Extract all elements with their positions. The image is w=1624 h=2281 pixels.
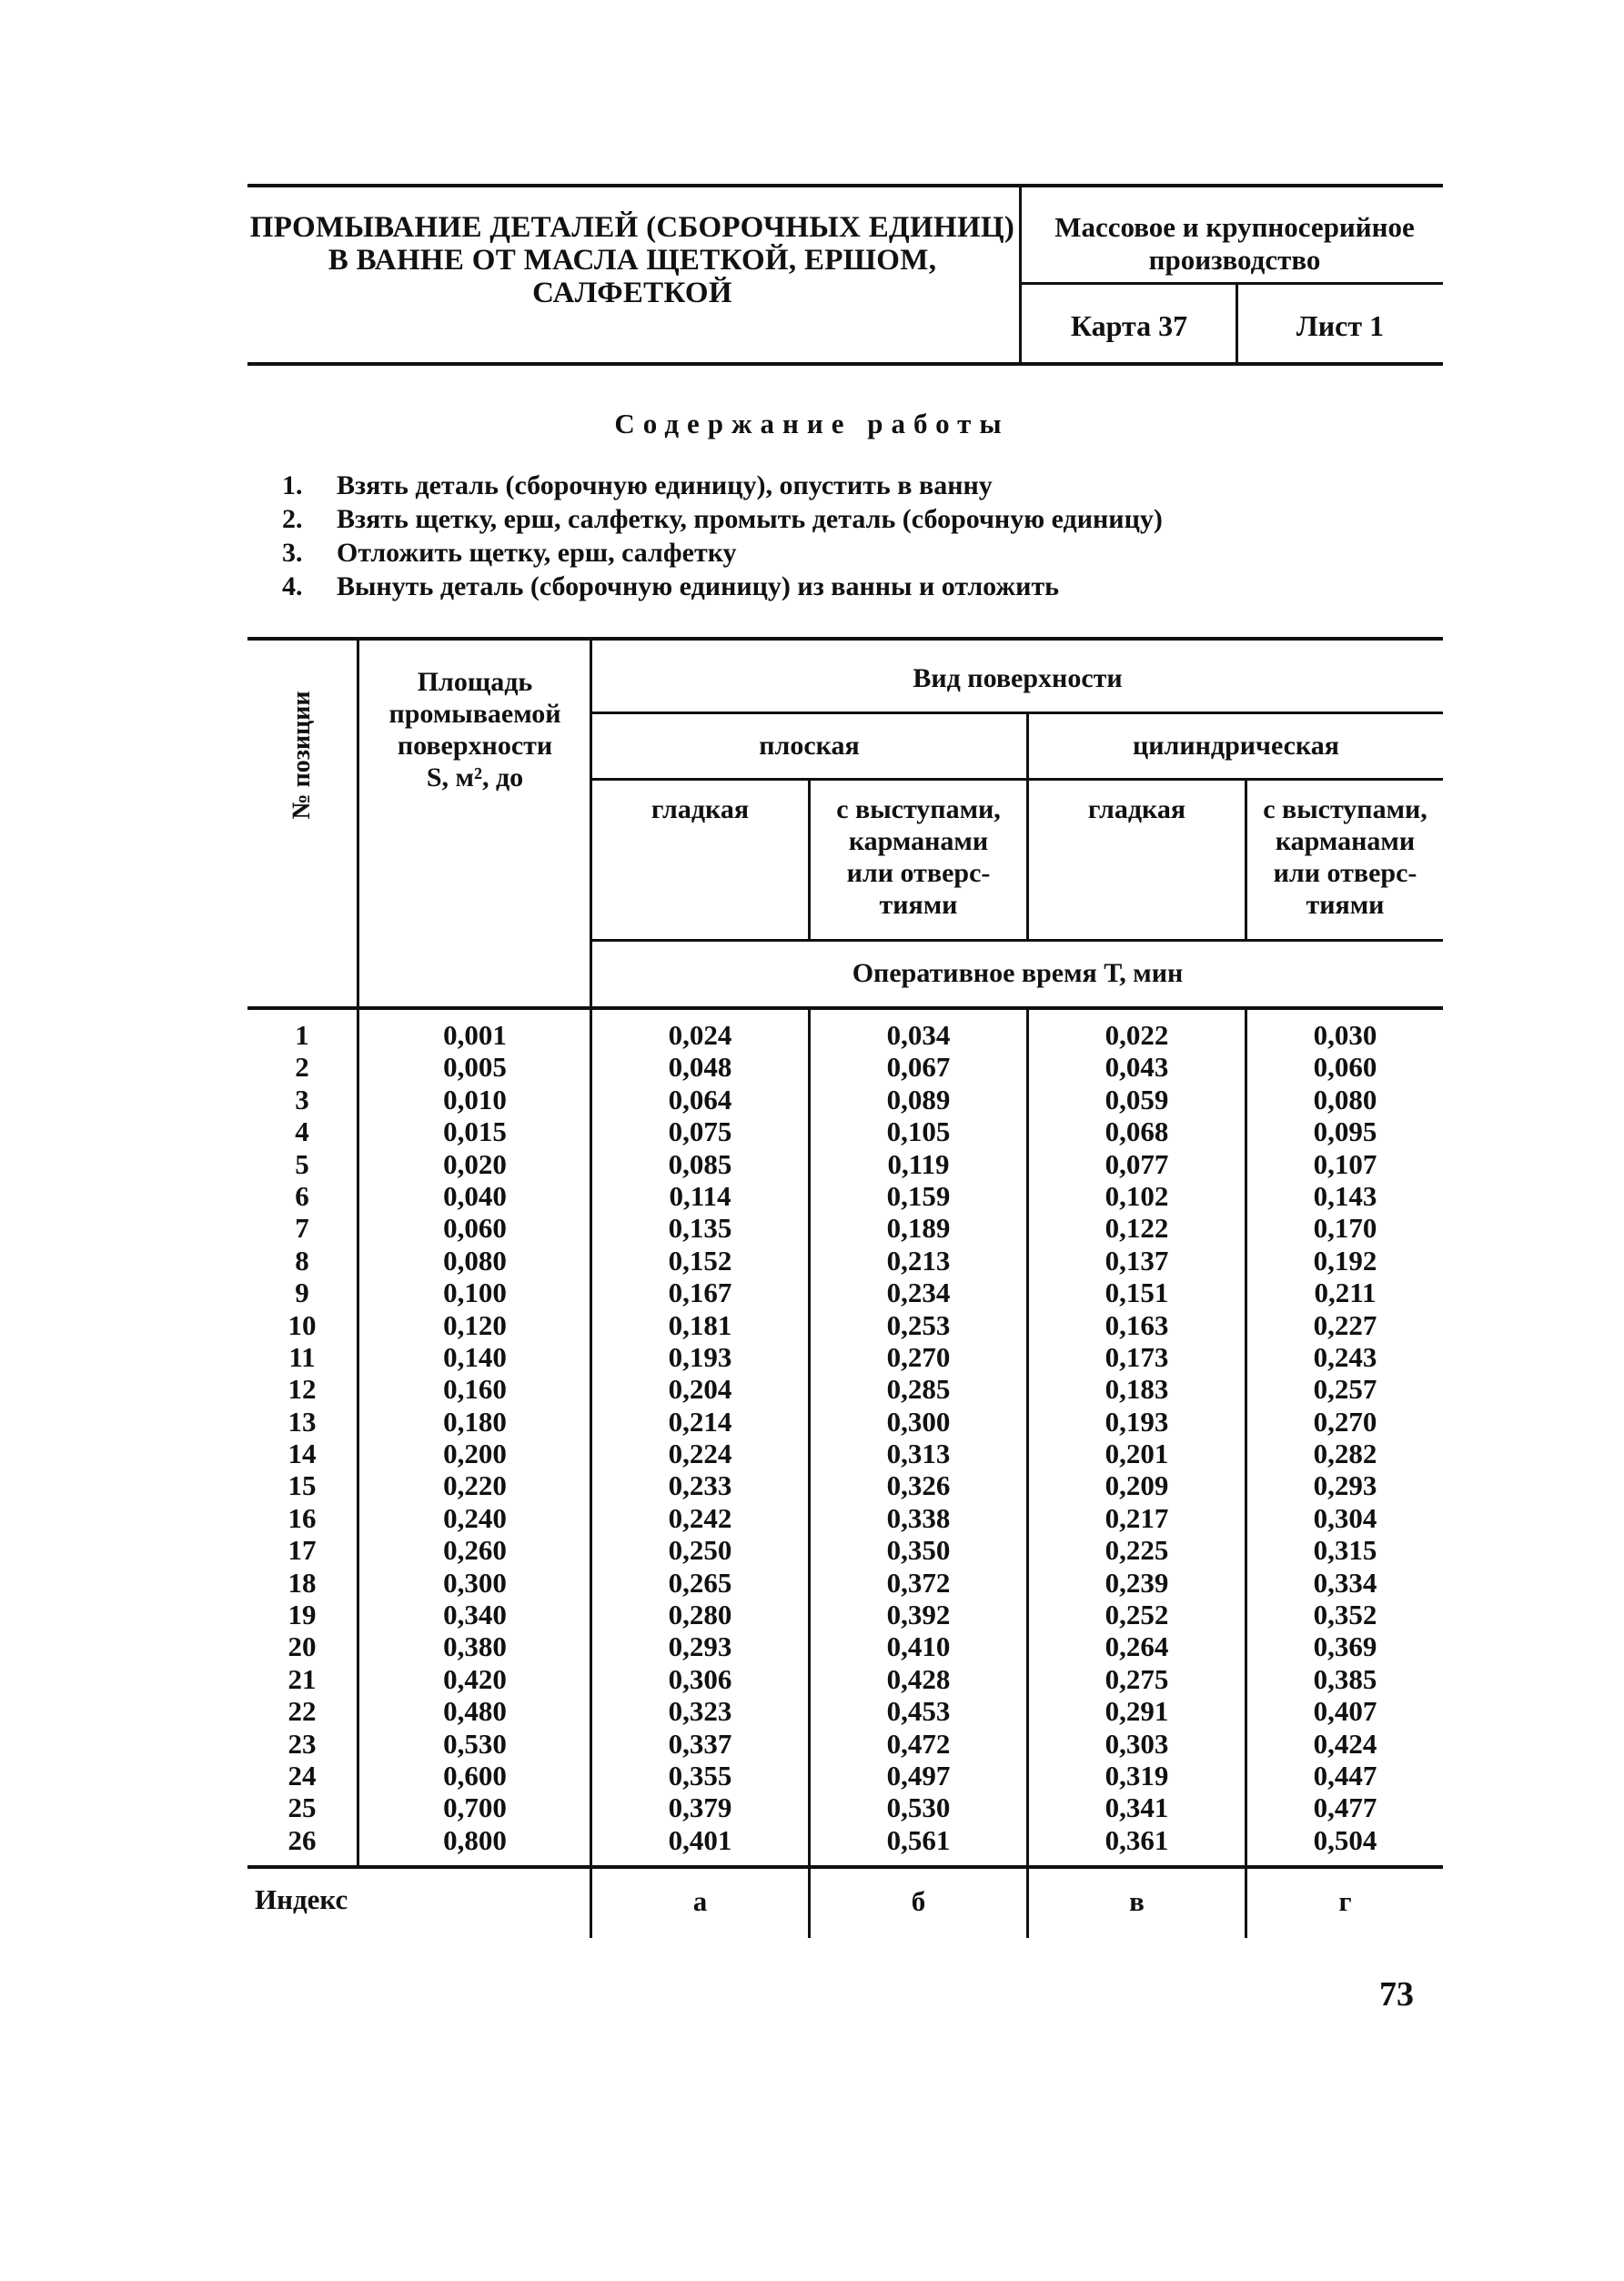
list-item <box>282 570 1163 603</box>
table-cell: 0,200 <box>443 1438 507 1470</box>
table-cell: 0,077 <box>1105 1147 1169 1180</box>
table-cell: 0,183 <box>1105 1373 1169 1406</box>
table-cell: 0,472 <box>886 1727 951 1760</box>
table-cell: 22 <box>287 1695 317 1728</box>
table-cell: 0,265 <box>668 1566 732 1599</box>
table-cell: 0,369 <box>1313 1630 1377 1663</box>
rough-header-line: карманами <box>1275 826 1416 856</box>
table-cell: 0,034 <box>886 1019 951 1051</box>
table-cell: 0,005 <box>443 1051 507 1084</box>
table-cell: 0,401 <box>668 1823 732 1856</box>
table-cell: 0,530 <box>886 1791 951 1824</box>
table-cell: 0,323 <box>668 1695 732 1728</box>
table-cell: 0,285 <box>886 1373 951 1406</box>
cyl-smooth-header: гладкая <box>1087 794 1186 824</box>
production-type <box>1026 211 1443 277</box>
table-cell: 8 <box>295 1244 309 1277</box>
list-item <box>282 502 1163 536</box>
table-cell: 0,561 <box>886 1823 951 1856</box>
table-cell: 0,024 <box>668 1019 732 1051</box>
flat-smooth-header: гладкая <box>651 794 750 824</box>
table-cell: 0,497 <box>886 1759 951 1791</box>
table-cell: 0,089 <box>886 1083 951 1115</box>
table-cell: 0,428 <box>886 1662 951 1695</box>
table-cell: 0,001 <box>443 1019 507 1051</box>
table-cell: 2 <box>295 1051 309 1084</box>
table-cell: 0,243 <box>1313 1340 1377 1373</box>
title-line: САЛФЕТКОЙ <box>532 277 732 309</box>
table-cell: 0,361 <box>1105 1823 1169 1856</box>
section-title: Содержание работы <box>614 408 1010 439</box>
table-cell: 0,253 <box>886 1308 951 1341</box>
table-cell: 6 <box>295 1179 309 1212</box>
position-number-header <box>247 673 357 837</box>
rough-header-line: или отверс- <box>1273 858 1417 888</box>
table-cell: 5 <box>295 1147 309 1180</box>
table-cell: 0,270 <box>1313 1405 1377 1438</box>
table-cell: 0,120 <box>443 1308 507 1341</box>
table-cell: 0,341 <box>1105 1791 1169 1824</box>
list-item <box>282 536 1163 570</box>
cylindrical-surface-header: цилиндрическая <box>1132 731 1340 761</box>
table-cell: 3 <box>295 1083 309 1115</box>
table-cell: 0,173 <box>1105 1340 1169 1373</box>
table-cell: 7 <box>295 1212 309 1245</box>
rough-header-line: тиями <box>879 890 958 920</box>
index-value-a: а <box>692 1885 708 1917</box>
table-cell: 0,211 <box>1314 1277 1377 1309</box>
table-cell: 0,040 <box>443 1179 507 1212</box>
table-cell: 17 <box>287 1534 317 1567</box>
table-cell: 0,080 <box>443 1244 507 1277</box>
step-text: Взять щетку, ерш, салфетку, промыть деталь (сборочную единицу) <box>337 504 1163 534</box>
flat-rough-header <box>811 793 1026 921</box>
table-cell: 0,180 <box>443 1405 507 1438</box>
time-norms-table <box>247 637 1443 1929</box>
table-cell: 20 <box>287 1630 317 1663</box>
document-title <box>247 211 1017 309</box>
table-cell: 0,020 <box>443 1147 507 1180</box>
table-cell: 0,059 <box>1105 1083 1169 1115</box>
table-cell: 0,326 <box>886 1469 951 1502</box>
table-cell: 0,315 <box>1313 1534 1377 1567</box>
table-cell: 0,160 <box>443 1373 507 1406</box>
table-cell: 0,137 <box>1105 1244 1169 1277</box>
table-cell: 0,306 <box>668 1662 732 1695</box>
table-cell: 0,264 <box>1105 1630 1169 1663</box>
table-cell: 0,060 <box>443 1212 507 1245</box>
rough-header-line: или отверс- <box>846 858 991 888</box>
table-cell: 0,217 <box>1105 1501 1169 1534</box>
table-cell: 0,257 <box>1313 1373 1377 1406</box>
step-text: Отложить щетку, ерш, салфетку <box>337 538 737 568</box>
table-cell: 21 <box>287 1662 317 1695</box>
table-cell: 1 <box>295 1019 309 1051</box>
table-cell: 0,064 <box>668 1083 732 1115</box>
table-cell: 0,280 <box>668 1599 732 1631</box>
table-cell: 25 <box>287 1791 317 1824</box>
table-cell: 0,140 <box>443 1340 507 1373</box>
index-value-b: б <box>911 1885 926 1917</box>
table-cell: 0,340 <box>443 1599 507 1631</box>
table-cell: 0,477 <box>1313 1791 1377 1824</box>
column-area <box>360 1019 590 1856</box>
table-cell: 0,334 <box>1313 1566 1377 1599</box>
table-cell: 18 <box>287 1566 317 1599</box>
index-value-v: в <box>1129 1885 1145 1917</box>
index-label: Индекс <box>255 1883 348 1915</box>
table-cell: 0,102 <box>1105 1179 1169 1212</box>
table-cell: 0,392 <box>886 1599 951 1631</box>
area-header-line: S, м², до <box>426 762 524 792</box>
table-cell: 0,225 <box>1105 1534 1169 1567</box>
table-cell: 10 <box>287 1308 317 1341</box>
table-cell: 0,143 <box>1313 1179 1377 1212</box>
table-cell: 0,300 <box>443 1566 507 1599</box>
column-positions <box>247 1019 357 1856</box>
table-cell: 0,048 <box>668 1051 732 1084</box>
table-cell: 0,447 <box>1313 1759 1377 1791</box>
table-cell: 0,234 <box>886 1277 951 1309</box>
table-cell: 0,151 <box>1105 1277 1169 1309</box>
table-cell: 0,380 <box>443 1630 507 1663</box>
table-cell: 0,303 <box>1105 1727 1169 1760</box>
card-number: Карта 37 <box>1070 309 1188 342</box>
table-cell: 0,600 <box>443 1759 507 1791</box>
table-cell: 19 <box>287 1599 317 1631</box>
table-cell: 0,068 <box>1105 1115 1169 1148</box>
column-cyl-smooth <box>1029 1019 1245 1856</box>
table-cell: 0,107 <box>1313 1147 1377 1180</box>
table-cell: 0,319 <box>1105 1759 1169 1791</box>
table-cell: 0,193 <box>1105 1405 1169 1438</box>
table-cell: 0,209 <box>1105 1469 1169 1502</box>
table-cell: 0,095 <box>1313 1115 1377 1148</box>
table-cell: 0,220 <box>443 1469 507 1502</box>
table-cell: 0,239 <box>1105 1566 1169 1599</box>
table-cell: 11 <box>288 1340 316 1373</box>
table-cell: 0,453 <box>886 1695 951 1728</box>
table-cell: 0,119 <box>887 1147 950 1180</box>
column-flat-rough <box>811 1019 1026 1856</box>
table-cell: 0,067 <box>886 1051 951 1084</box>
table-cell: 0,201 <box>1105 1438 1169 1470</box>
table-cell: 0,227 <box>1313 1308 1377 1341</box>
table-cell: 0,189 <box>886 1212 951 1245</box>
table-cell: 0,213 <box>886 1244 951 1277</box>
table-cell: 0,385 <box>1313 1662 1377 1695</box>
table-cell: 14 <box>287 1438 317 1470</box>
column-cyl-rough <box>1247 1019 1443 1856</box>
index-value-g: г <box>1338 1885 1352 1917</box>
table-cell: 0,192 <box>1313 1244 1377 1277</box>
list-item <box>282 469 1163 502</box>
step-number: 2. <box>282 504 303 534</box>
table-cell: 0,114 <box>669 1179 731 1212</box>
table-cell: 0,060 <box>1313 1051 1377 1084</box>
area-header-line: Площадь <box>417 667 533 697</box>
table-cell: 12 <box>287 1373 317 1406</box>
table-cell: 0,352 <box>1313 1599 1377 1631</box>
table-cell: 0,530 <box>443 1727 507 1760</box>
table-cell: 0,252 <box>1105 1599 1169 1631</box>
table-cell: 0,015 <box>443 1115 507 1148</box>
table-cell: 0,043 <box>1105 1051 1169 1084</box>
table-cell: 26 <box>287 1823 317 1856</box>
table-cell: 0,407 <box>1313 1695 1377 1728</box>
table-cell: 0,337 <box>668 1727 732 1760</box>
table-cell: 0,410 <box>886 1630 951 1663</box>
table-cell: 0,350 <box>886 1534 951 1567</box>
table-cell: 0,224 <box>668 1438 732 1470</box>
table-cell: 0,152 <box>668 1244 732 1277</box>
position-number-header-text: № позиции <box>287 691 316 820</box>
table-cell: 23 <box>287 1727 317 1760</box>
table-cell: 0,080 <box>1313 1083 1377 1115</box>
work-steps-list <box>282 469 1163 603</box>
header-block <box>247 184 1443 366</box>
table-cell: 0,135 <box>668 1212 732 1245</box>
table-cell: 0,291 <box>1105 1695 1169 1728</box>
table-cell: 0,170 <box>1313 1212 1377 1245</box>
step-number: 4. <box>282 571 303 601</box>
table-cell: 0,240 <box>443 1501 507 1534</box>
table-cell: 13 <box>287 1405 317 1438</box>
table-cell: 0,260 <box>443 1534 507 1567</box>
table-cell: 0,270 <box>886 1340 951 1373</box>
area-header <box>360 666 590 793</box>
table-cell: 0,163 <box>1105 1308 1169 1341</box>
table-cell: 0,159 <box>886 1179 951 1212</box>
table-cell: 0,379 <box>668 1791 732 1824</box>
table-cell: 16 <box>287 1501 317 1534</box>
cyl-rough-header <box>1247 793 1443 921</box>
table-cell: 4 <box>295 1115 309 1148</box>
table-cell: 9 <box>295 1277 309 1309</box>
table-cell: 0,030 <box>1313 1019 1377 1051</box>
title-line: В ВАННЕ ОТ МАСЛА ЩЕТКОЙ, ЕРШОМ, <box>328 244 937 277</box>
table-cell: 24 <box>287 1759 317 1791</box>
flat-surface-header: плоская <box>759 731 860 761</box>
title-line: ПРОМЫВАНИЕ ДЕТАЛЕЙ (СБОРОЧНЫХ ЕДИНИЦ) <box>249 211 1015 244</box>
rough-header-line: с выступами, <box>836 794 1001 824</box>
table-cell: 0,122 <box>1105 1212 1169 1245</box>
step-text: Вынуть деталь (сборочную единицу) из ванны и отложить <box>337 571 1060 601</box>
table-cell: 0,275 <box>1105 1662 1169 1695</box>
production-line: Массовое и крупносерийное <box>1054 211 1415 243</box>
table-cell: 0,424 <box>1313 1727 1377 1760</box>
surface-type-header: Вид поверхности <box>913 663 1123 693</box>
table-cell: 0,204 <box>668 1373 732 1406</box>
production-line: производство <box>1148 244 1321 276</box>
table-cell: 0,293 <box>1313 1469 1377 1502</box>
operative-time-header: Оперативное время Т, мин <box>852 958 1184 988</box>
step-number: 1. <box>282 470 303 500</box>
table-cell: 0,181 <box>668 1308 732 1341</box>
table-cell: 0,700 <box>443 1791 507 1824</box>
rough-header-line: с выступами, <box>1263 794 1427 824</box>
table-cell: 0,313 <box>886 1438 951 1470</box>
table-cell: 0,233 <box>668 1469 732 1502</box>
page-number: 73 <box>1379 1975 1414 2014</box>
table-cell: 0,100 <box>443 1277 507 1309</box>
area-header-line: поверхности <box>397 731 553 761</box>
table-cell: 0,293 <box>668 1630 732 1663</box>
table-cell: 15 <box>287 1469 317 1502</box>
table-cell: 0,193 <box>668 1340 732 1373</box>
area-header-line: промываемой <box>388 699 561 729</box>
table-cell: 0,167 <box>668 1277 732 1309</box>
rough-header-line: карманами <box>848 826 989 856</box>
sheet-number: Лист 1 <box>1296 309 1385 342</box>
step-text: Взять деталь (сборочную единицу), опустить в ванну <box>337 470 993 500</box>
table-cell: 0,355 <box>668 1759 732 1791</box>
table-cell: 0,105 <box>886 1115 951 1148</box>
table-cell: 0,372 <box>886 1566 951 1599</box>
table-cell: 0,075 <box>668 1115 732 1148</box>
table-cell: 0,010 <box>443 1083 507 1115</box>
table-cell: 0,250 <box>668 1534 732 1567</box>
table-cell: 0,800 <box>443 1823 507 1856</box>
table-cell: 0,338 <box>886 1501 951 1534</box>
column-flat-smooth <box>592 1019 808 1856</box>
table-cell: 0,242 <box>668 1501 732 1534</box>
table-cell: 0,304 <box>1313 1501 1377 1534</box>
table-cell: 0,085 <box>668 1147 732 1180</box>
table-cell: 0,504 <box>1313 1823 1377 1856</box>
table-cell: 0,300 <box>886 1405 951 1438</box>
rough-header-line: тиями <box>1306 890 1385 920</box>
table-cell: 0,480 <box>443 1695 507 1728</box>
step-number: 3. <box>282 538 303 568</box>
table-cell: 0,420 <box>443 1662 507 1695</box>
table-cell: 0,214 <box>668 1405 732 1438</box>
table-cell: 0,022 <box>1105 1019 1169 1051</box>
table-cell: 0,282 <box>1313 1438 1377 1470</box>
